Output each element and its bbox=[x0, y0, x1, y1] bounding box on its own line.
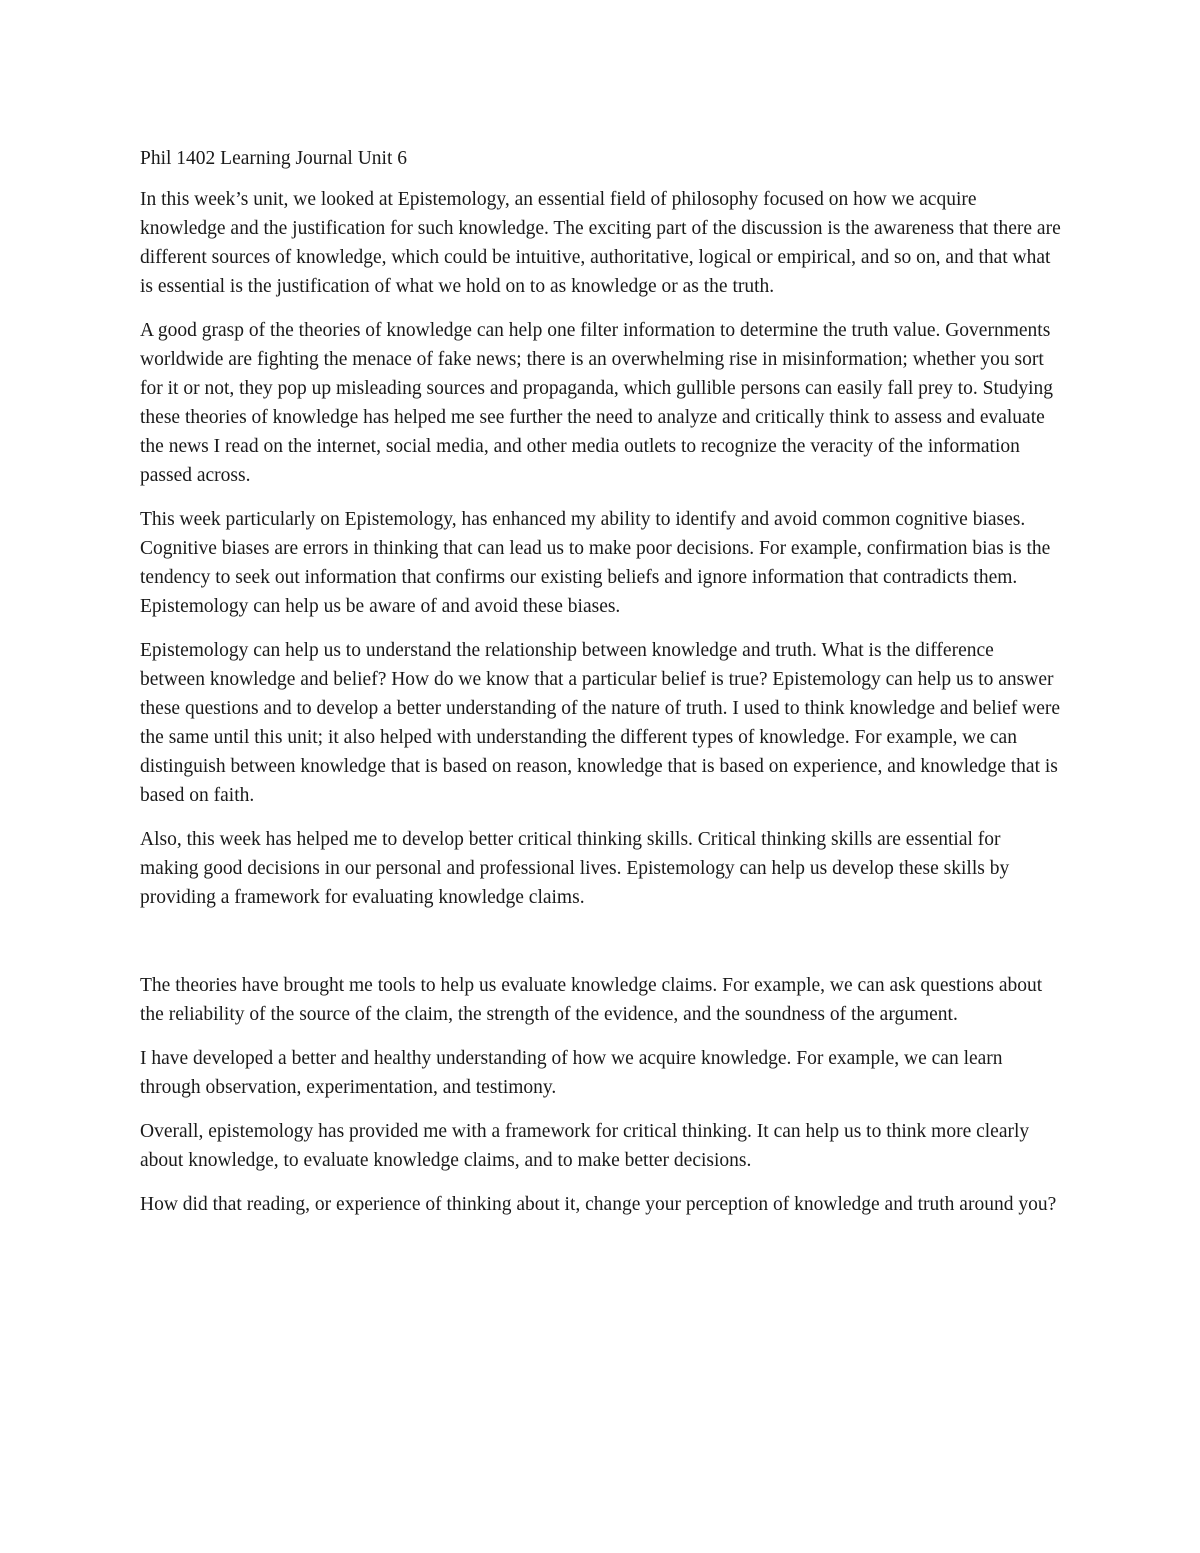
paragraph-1: In this week’s unit, we looked at Epistemology, an essential field of philosophy focused on how we acquire knowledge and the justification for such knowledge. The exciting part of the discussion is the awareness that there are different sources of knowledge, which could be intuitive, authoritative, logical or empirical, and so on, and that what is essential is the justification of what we hold on to as knowledge or as the truth. bbox=[140, 189, 1061, 297]
paragraph-3: This week particularly on Epistemology, has enhanced my ability to identify and avoid common cognitive biases. Cognitive biases are errors in thinking that can lead us to make poor decisions. For example, confirmation bias is the tendency to seek out information that confirms our existing beliefs and ignore information that contradicts them. Epistemology can help us be aware of and avoid these biases. bbox=[140, 509, 1051, 617]
paragraph-8: Overall, epistemology has provided me with a framework for critical thinking. It can help us to think more clearly about knowledge, to evaluate knowledge claims, and to make better decisions. bbox=[140, 1121, 1030, 1171]
blank-line bbox=[140, 927, 1062, 971]
paragraph-2: A good grasp of the theories of knowledge can help one filter information to determine the truth value. Governments worldwide are fighting the menace of fake news; there is an overwhelming rise in misinformation; whether you sort for it or not, they pop up misleading sources and propaganda, which gullible persons can easily fall prey to. Studying these theories of knowledge has helped me see further the need to analyze and critically think to assess and evaluate the news I read on the internet, social media, and other media outlets to recognize the veracity of the information passed across. bbox=[140, 320, 1054, 486]
paragraph-9: How did that reading, or experience of thinking about it, change your perception of knowledge and truth around you? bbox=[140, 1194, 1057, 1215]
paragraph-6: The theories have brought me tools to help us evaluate knowledge claims. For example, we can ask questions about the reliability of the source of the claim, the strength of the evidence, and the soundness of the argument. bbox=[140, 975, 1043, 1025]
paragraph-4: Epistemology can help us to understand the relationship between knowledge and truth. What is the difference between knowledge and belief? How do we know that a particular belief is true? Epistemology can help us to answer these questions and to develop a better understanding of the nature of truth. I used to think knowledge and belief were the same until this unit; it also helped with understanding the different types of knowledge. For example, we can distinguish between knowledge that is based on reason, knowledge that is based on experience, and knowledge that is based on faith. bbox=[140, 640, 1061, 806]
paragraph-5: Also, this week has helped me to develop better critical thinking skills. Critical thinking skills are essential for making good decisions in our personal and professional lives. Epistemology can help us develop these skills by providing a framework for evaluating knowledge claims. bbox=[140, 829, 1010, 908]
paragraph-7: I have developed a better and healthy understanding of how we acquire knowledge. For example, we can learn through observation, experimentation, and testimony. bbox=[140, 1048, 1003, 1098]
document-title: Phil 1402 Learning Journal Unit 6 bbox=[140, 148, 408, 169]
document-body bbox=[140, 144, 1062, 1234]
